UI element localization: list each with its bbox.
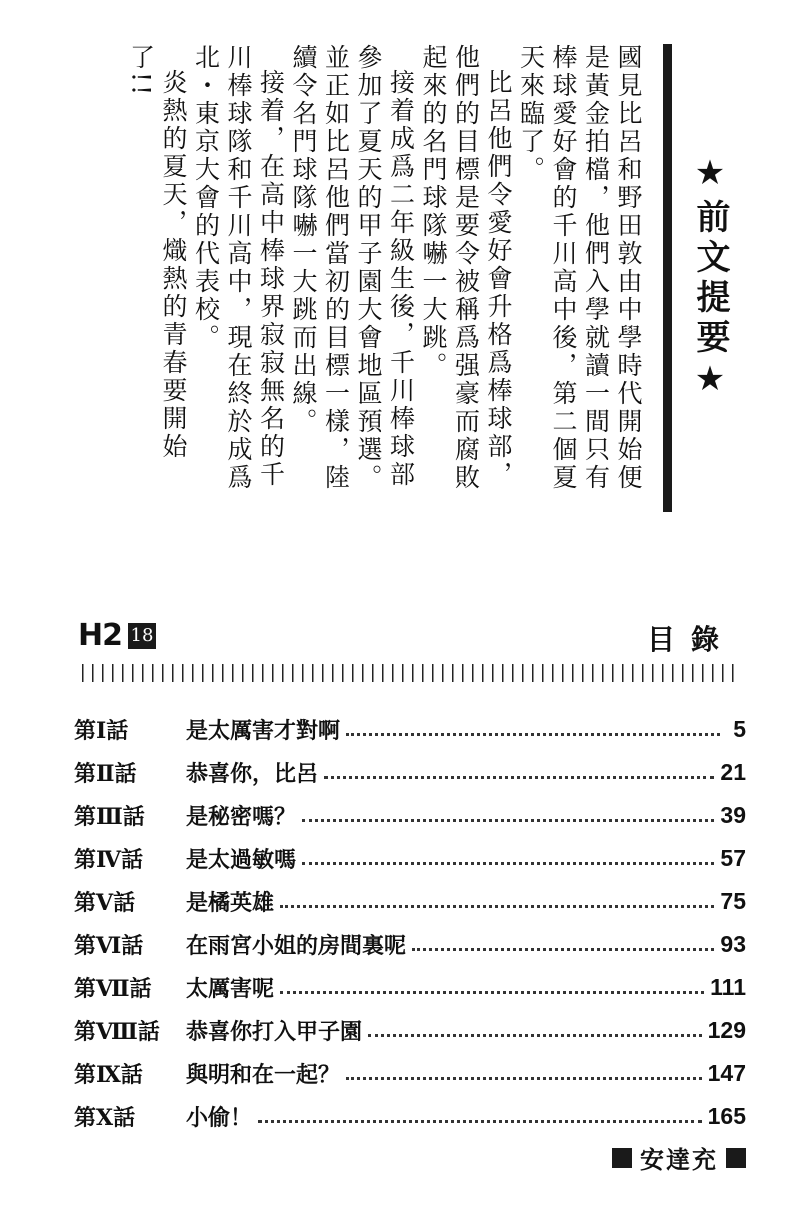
summary-paragraph: 炎熱的夏天，熾熱的青春要開始了!!	[126, 44, 188, 461]
toc-row[interactable]	[74, 1052, 746, 1095]
toc-row[interactable]	[74, 708, 746, 751]
dot-leader	[280, 991, 704, 994]
chapter-number: 第Ⅸ話	[74, 1062, 143, 1088]
chapter-page: 111	[710, 974, 746, 1000]
chapter-number: 第Ⅰ話	[74, 718, 129, 744]
dot-leader	[280, 905, 714, 908]
chapter-number: 第Ⅲ話	[74, 804, 145, 830]
chapter-page: 75	[720, 888, 746, 914]
square-bullet-icon	[726, 1148, 746, 1168]
summary-section	[60, 44, 740, 514]
toc-row[interactable]	[74, 837, 746, 880]
toc-row[interactable]	[74, 880, 746, 923]
summary-body	[44, 44, 644, 514]
toc-row[interactable]	[74, 966, 746, 1009]
summary-paragraph: 比呂他們令愛好會升格爲棒球部，他們的目標是要令被稱爲强豪而腐敗起來的名門球隊嚇一大跳。	[419, 44, 513, 492]
toc-row[interactable]	[74, 1009, 746, 1052]
dot-leader	[258, 1120, 702, 1123]
brand-logo: H2	[78, 618, 122, 653]
chapter-title: 小偷！	[186, 1106, 253, 1131]
toc-list	[74, 708, 746, 1138]
brand	[78, 618, 156, 653]
chapter-page: 57	[720, 845, 746, 871]
chapter-number: 第Ⅳ話	[74, 847, 143, 873]
toc-row[interactable]	[74, 751, 746, 794]
chapter-number: 第Ⅵ話	[74, 933, 144, 959]
chapter-number: 第Ⅱ話	[74, 761, 137, 787]
volume-badge: 18	[128, 623, 156, 649]
chapter-page: 165	[707, 1103, 746, 1129]
summary-divider	[663, 44, 672, 512]
chapter-page: 129	[707, 1017, 746, 1043]
chapter-page: 21	[720, 759, 746, 785]
chapter-number: 第Ⅴ話	[74, 890, 136, 916]
chapter-title: 與明和在一起？	[186, 1063, 341, 1088]
toc-row[interactable]	[74, 794, 746, 837]
summary-paragraph: 接着成爲二年級生後，千川棒球部參加了夏天的甲子園大會地區預選。並正如比呂他們當初的目標一樣，陸續令名門球隊嚇一大跳而出線。	[289, 44, 416, 492]
square-bullet-icon	[612, 1148, 632, 1168]
chapter-number: 第Ⅶ話	[74, 976, 152, 1002]
summary-paragraph: 接着，在高中棒球界寂寂無名的千川棒球隊和千川高中，現在終於成爲北・東京大會的代表校。	[191, 44, 286, 492]
chapter-title: 是太厲害才對啊	[186, 719, 341, 744]
summary-paragraph: 國見比呂和野田敦由中學時代開始便是黃金拍檔，他們入學就讀一間只有棒球愛好會的千川高中後，第二個夏天來臨了。	[516, 44, 643, 492]
toc-row[interactable]	[74, 923, 746, 966]
dot-leader	[412, 948, 714, 951]
dot-leader	[368, 1034, 702, 1037]
dot-leader	[302, 819, 714, 822]
dot-leader	[302, 862, 714, 865]
chapter-page: 93	[720, 931, 746, 957]
dot-leader	[346, 733, 720, 736]
dot-leader	[346, 1077, 702, 1080]
chapter-title: 在雨宮小姐的房間裏呢	[186, 934, 407, 959]
author-name: 安達充	[640, 1146, 718, 1174]
chapter-title: 是橘英雄	[186, 891, 275, 916]
dot-leader	[324, 776, 714, 779]
chapter-title: 太厲害呢	[186, 977, 275, 1002]
author-credit	[612, 1140, 746, 1175]
toc-title: 目錄	[646, 623, 735, 656]
toc-row[interactable]	[74, 1095, 746, 1138]
chapter-page: 5	[733, 716, 746, 742]
summary-title: ★前文提要★	[690, 153, 730, 405]
chapter-title: 是太過敏嗎	[186, 848, 297, 873]
chapter-page: 147	[707, 1060, 746, 1086]
chapter-title: 恭喜你打入甲子園	[186, 1020, 363, 1045]
tick-divider	[82, 664, 742, 682]
chapter-number: 第Ⅹ話	[74, 1105, 136, 1131]
chapter-page: 39	[720, 802, 746, 828]
chapter-number: 第Ⅷ話	[74, 1019, 160, 1045]
chapter-title: 恭喜你，比呂	[186, 762, 319, 787]
toc-header	[78, 612, 743, 662]
chapter-title: 是秘密嗎？	[186, 805, 297, 830]
